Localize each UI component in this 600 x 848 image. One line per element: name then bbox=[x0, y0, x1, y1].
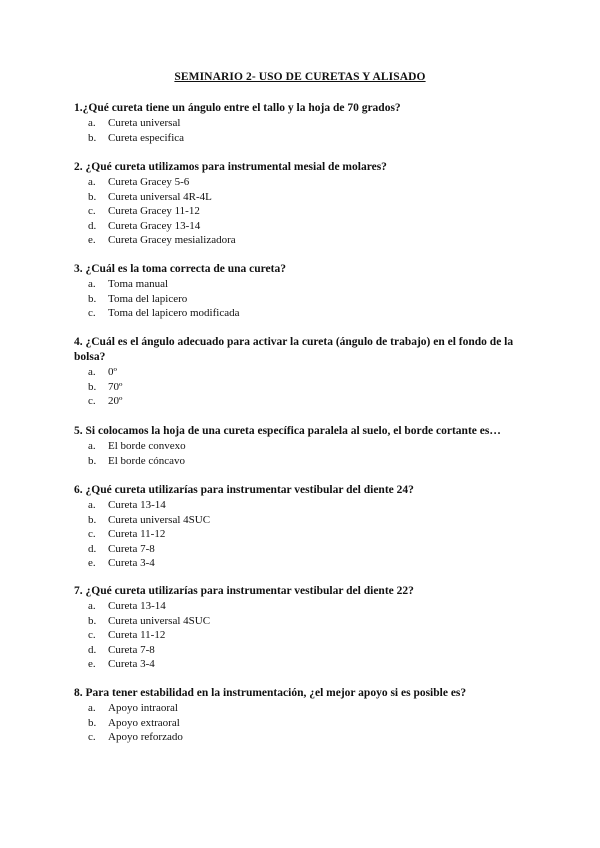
option-marker: a. bbox=[88, 440, 96, 452]
question-8-text: 8. Para tener estabilidad en la instrumentación, ¿el mejor apoyo si es posible es? bbox=[74, 687, 467, 699]
option-marker: c. bbox=[88, 307, 96, 320]
option-text: El borde cóncavo bbox=[108, 454, 185, 467]
option-text: Cureta universal 4SUC bbox=[108, 614, 211, 627]
option-marker: a. bbox=[88, 278, 96, 290]
option-text: Cureta 3-4 bbox=[108, 557, 155, 570]
option-text: Toma manual bbox=[108, 278, 169, 290]
option-text: Cureta 11-12 bbox=[108, 528, 166, 541]
option-text: Cureta Gracey 11-12 bbox=[108, 205, 200, 218]
option-marker: a. bbox=[88, 702, 96, 714]
option-text: 20º bbox=[108, 395, 123, 408]
option-marker: d. bbox=[88, 542, 97, 555]
option-marker: c. bbox=[88, 205, 96, 218]
question-2-text: 2. ¿Qué cureta utilizamos para instrumental mesial de molares? bbox=[74, 161, 387, 173]
option-text: Cureta 11-12 bbox=[108, 629, 166, 642]
option-text: Cureta universal bbox=[108, 117, 181, 129]
option-text: Cureta Gracey 5-6 bbox=[108, 176, 190, 188]
option-text: Cureta 3-4 bbox=[108, 658, 155, 671]
option-text: Toma del lapicero bbox=[108, 292, 188, 305]
option-text: Cureta Gracey 13-14 bbox=[108, 219, 201, 232]
document-title: SEMINARIO 2- USO DE CURETAS Y ALISADO bbox=[174, 71, 426, 83]
option-marker: a. bbox=[88, 600, 96, 612]
question-4-text: 4. ¿Cuál es el ángulo adecuado para activar la cureta (ángulo de trabajo) en el fondo de la bolsa? bbox=[74, 336, 514, 363]
question-6-text: 6. ¿Qué cureta utilizarías para instrumentar vestibular del diente 24? bbox=[74, 484, 414, 496]
option-text: Apoyo intraoral bbox=[108, 702, 178, 714]
option-marker: b. bbox=[88, 190, 97, 203]
option-marker: c. bbox=[88, 731, 96, 744]
question-7-text: 7. ¿Qué cureta utilizarías para instrumentar vestibular del diente 22? bbox=[74, 585, 414, 597]
option-text: Apoyo reforzado bbox=[108, 731, 183, 744]
option-marker: a. bbox=[88, 176, 96, 188]
option-marker: c. bbox=[88, 629, 96, 642]
option-marker: b. bbox=[88, 131, 97, 144]
option-marker: d. bbox=[88, 643, 97, 656]
option-text: Cureta 13-14 bbox=[108, 499, 166, 511]
option-marker: e. bbox=[88, 658, 96, 671]
question-5-text: 5. Si colocamos la hoja de una cureta específica paralela al suelo, el borde cortante es… bbox=[74, 425, 501, 437]
option-marker: b. bbox=[88, 454, 97, 467]
option-text: Toma del lapicero modificada bbox=[108, 307, 240, 320]
option-marker: c. bbox=[88, 395, 96, 408]
question-3-text: 3. ¿Cuál es la toma correcta de una cureta? bbox=[74, 263, 286, 275]
option-marker: a. bbox=[88, 117, 96, 129]
option-text: Cureta Gracey mesializadora bbox=[108, 234, 236, 247]
option-text: 70º bbox=[108, 380, 123, 393]
option-text: Cureta 7-8 bbox=[108, 643, 155, 656]
option-marker: c. bbox=[88, 528, 96, 541]
option-marker: b. bbox=[88, 380, 97, 393]
option-text: Apoyo extraoral bbox=[108, 716, 180, 729]
option-marker: b. bbox=[88, 292, 97, 305]
option-marker: a. bbox=[88, 499, 96, 511]
option-text: Cureta 7-8 bbox=[108, 542, 155, 555]
option-text: Cureta universal 4R-4L bbox=[108, 190, 212, 203]
option-marker: d. bbox=[88, 219, 97, 232]
option-marker: e. bbox=[88, 234, 96, 247]
option-marker: b. bbox=[88, 716, 97, 729]
option-marker: a. bbox=[88, 366, 96, 378]
option-text: El borde convexo bbox=[108, 440, 186, 452]
option-marker: b. bbox=[88, 513, 97, 526]
option-marker: e. bbox=[88, 557, 96, 570]
question-1-text: 1.¿Qué cureta tiene un ángulo entre el tallo y la hoja de 70 grados? bbox=[74, 102, 401, 114]
option-text: 0º bbox=[108, 366, 117, 378]
option-text: Cureta 13-14 bbox=[108, 600, 166, 612]
option-text: Cureta universal 4SUC bbox=[108, 513, 211, 526]
option-marker: b. bbox=[88, 614, 97, 627]
option-text: Cureta especifica bbox=[108, 131, 185, 144]
